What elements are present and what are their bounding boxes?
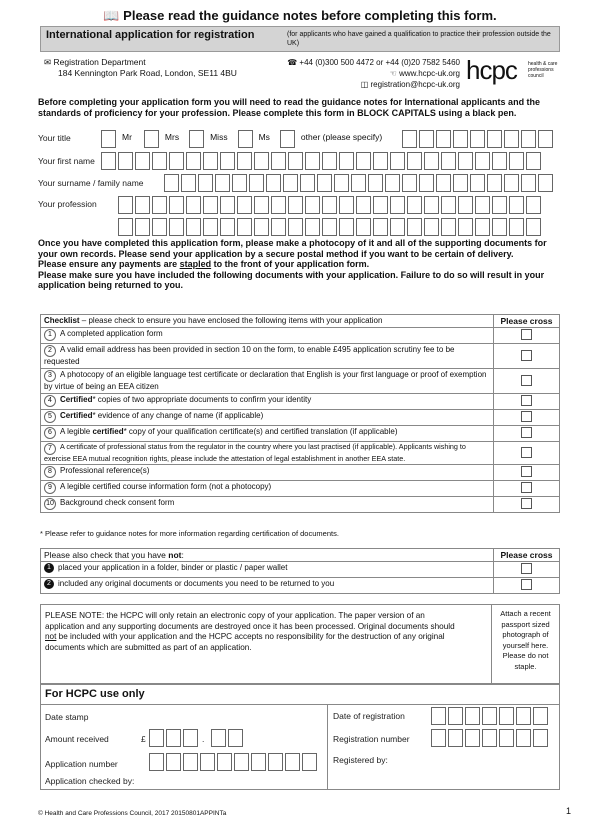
amount-label: Amount received xyxy=(45,734,109,744)
cross-checkbox[interactable] xyxy=(521,498,532,509)
photo-line: yourself here. xyxy=(502,640,549,650)
mail-icon: ✉ xyxy=(44,57,52,67)
title-miss: Miss xyxy=(210,132,228,142)
title-other: other (please specify) xyxy=(300,132,383,142)
letter-cell[interactable] xyxy=(458,152,473,170)
letter-cell[interactable] xyxy=(271,218,286,236)
letter-cell[interactable] xyxy=(237,196,252,214)
letter-cell[interactable] xyxy=(203,196,218,214)
letter-cell[interactable] xyxy=(288,152,303,170)
letter-cell[interactable] xyxy=(424,196,439,214)
photo-line: Attach a recent xyxy=(500,609,551,618)
instructions-p2: Please ensure any payments are stapled to the front of your application form. xyxy=(38,259,370,269)
letter-cell[interactable] xyxy=(458,196,473,214)
first-name-label: Your first name xyxy=(38,156,95,166)
title-mrs-box[interactable] xyxy=(144,130,159,148)
fax-icon: ◫ xyxy=(360,80,369,89)
checklist-row xyxy=(41,344,560,369)
letter-cell[interactable] xyxy=(101,152,116,170)
letter-cell[interactable] xyxy=(118,218,133,236)
letter-cell[interactable] xyxy=(220,152,235,170)
date-reg-label: Date of registration xyxy=(333,711,405,721)
letter-cell[interactable] xyxy=(135,218,150,236)
instructions-p3: Please make sure you have included the following documents with your application. Failure to do so will result in your application being returned to you. xyxy=(38,269,545,290)
title-ms-box[interactable] xyxy=(238,130,253,148)
title-other-box[interactable] xyxy=(280,130,295,148)
not-check-table xyxy=(40,548,560,594)
title-miss-box[interactable] xyxy=(189,130,204,148)
checked-by-label: Application checked by: xyxy=(45,776,135,786)
letter-cell[interactable] xyxy=(407,152,422,170)
letter-cell[interactable] xyxy=(186,196,201,214)
letter-cell[interactable] xyxy=(339,196,354,214)
letter-cell[interactable] xyxy=(339,152,354,170)
letter-cell[interactable] xyxy=(356,196,371,214)
checklist-item-text: 4 Certified* copies of two appropriate documents to confirm your identity xyxy=(41,394,494,410)
letter-cell[interactable] xyxy=(288,196,303,214)
cross-checkbox[interactable] xyxy=(521,563,532,574)
logo-tag3: council xyxy=(528,73,544,79)
letter-cell[interactable] xyxy=(203,218,218,236)
item-number: 1 xyxy=(44,563,54,573)
surname-label: Your surname / family name xyxy=(38,178,144,188)
letter-cell[interactable] xyxy=(385,174,400,192)
letter-cell[interactable] xyxy=(509,152,524,170)
letter-cell[interactable] xyxy=(118,196,133,214)
letter-cell[interactable] xyxy=(453,174,468,192)
letter-cell[interactable] xyxy=(436,174,451,192)
letter-cell[interactable] xyxy=(509,196,524,214)
checklist-item-text: 3 A photocopy of an eligible language test certificate or declaration that English is your first language or proof of exemption by virtue of being an EEA citizen xyxy=(41,369,494,394)
letter-cell[interactable] xyxy=(169,152,184,170)
letter-cell[interactable] xyxy=(441,152,456,170)
letter-cell[interactable] xyxy=(373,218,388,236)
letter-cell[interactable] xyxy=(458,218,473,236)
amount-pence-input[interactable] xyxy=(211,729,245,747)
checklist-item-text: 6 A legible certified* copy of your qualification certificate(s) and certified translation (if applicable) xyxy=(41,426,494,442)
book-icon: 📖 xyxy=(103,8,120,23)
letter-cell[interactable] xyxy=(152,218,167,236)
letter-cell[interactable] xyxy=(424,152,439,170)
checklist-row xyxy=(41,328,560,344)
footer-page-number: 1 xyxy=(566,806,572,816)
letter-cell[interactable] xyxy=(441,196,456,214)
reg-number-input[interactable] xyxy=(431,729,550,747)
title-mr: Mr xyxy=(122,132,132,142)
letter-cell[interactable] xyxy=(271,152,286,170)
date-reg-input[interactable] xyxy=(431,707,550,725)
letter-cell[interactable] xyxy=(220,218,235,236)
letter-cell[interactable] xyxy=(470,174,485,192)
note-box xyxy=(40,604,560,684)
checklist-footnote: * Please refer to guidance notes for more information regarding certification of documents. xyxy=(40,529,339,538)
title-mrs: Mrs xyxy=(164,132,180,142)
contact-email[interactable]: registration@hcpc-uk.org xyxy=(370,80,460,89)
profession-input-1[interactable] xyxy=(118,196,543,214)
header-bar xyxy=(40,26,560,52)
letter-cell[interactable] xyxy=(215,174,230,192)
letter-cell[interactable] xyxy=(186,218,201,236)
letter-cell[interactable] xyxy=(305,152,320,170)
checklist-row xyxy=(41,497,560,513)
letter-cell[interactable] xyxy=(322,152,337,170)
item-number: 1 xyxy=(44,329,56,341)
cross-checkbox[interactable] xyxy=(521,466,532,477)
top-title: Please read the guidance notes before completing this form. xyxy=(123,8,497,23)
letter-cell[interactable] xyxy=(373,152,388,170)
letter-cell[interactable] xyxy=(254,196,269,214)
not-check-row xyxy=(41,578,560,594)
cross-checkbox[interactable] xyxy=(521,329,532,340)
cross-checkbox[interactable] xyxy=(521,375,532,386)
logo-tag2: professions xyxy=(528,67,554,73)
intro-text: Before completing your application form you will need to read the guidance notes for International applicants and the standards of proficiency for your profession. Please complete this form in BLOCK CAPITALS using a black pen. xyxy=(38,97,541,118)
letter-cell[interactable] xyxy=(164,174,179,192)
letter-cell[interactable] xyxy=(203,152,218,170)
letter-cell[interactable] xyxy=(152,152,167,170)
title-ms: Ms xyxy=(258,132,270,142)
footer-copyright: © Health and Care Professions Council, 2017 20150801APPINTa xyxy=(38,810,227,817)
letter-cell[interactable] xyxy=(390,152,405,170)
letter-cell[interactable] xyxy=(526,218,541,236)
contact-web[interactable]: www.hcpc-uk.org xyxy=(399,69,460,78)
letter-cell[interactable] xyxy=(492,218,507,236)
item-number: 3 xyxy=(44,370,56,382)
cross-checkbox[interactable] xyxy=(521,427,532,438)
checklist-row xyxy=(41,481,560,497)
contact-phone: +44 (0)300 500 4472 or +44 (0)20 7582 5460 xyxy=(299,58,460,67)
mouse-icon: ☜ xyxy=(389,69,397,78)
letter-cell[interactable] xyxy=(254,152,269,170)
letter-cell[interactable] xyxy=(283,174,298,192)
letter-cell[interactable] xyxy=(526,196,541,214)
amount-decimal-point: . xyxy=(202,734,205,744)
date-stamp-label: Date stamp xyxy=(45,712,89,722)
letter-cell[interactable] xyxy=(538,174,553,192)
letter-cell[interactable] xyxy=(266,174,281,192)
letter-cell[interactable] xyxy=(356,152,371,170)
letter-cell[interactable] xyxy=(186,152,201,170)
letter-cell[interactable] xyxy=(368,174,383,192)
letter-cell[interactable] xyxy=(322,218,337,236)
office-box xyxy=(40,684,560,790)
title-label: Your title xyxy=(38,133,71,143)
header-title: International application for registration xyxy=(46,29,255,41)
logo-tag1: health & care xyxy=(528,61,558,67)
logo-text: hcpc xyxy=(466,55,517,85)
letter-cell[interactable] xyxy=(249,174,264,192)
address-line2: 184 Kennington Park Road, London, SE11 4BU xyxy=(58,68,237,78)
cross-checkbox[interactable] xyxy=(521,447,532,458)
checklist-row xyxy=(41,465,560,481)
letter-cell[interactable] xyxy=(305,196,320,214)
letter-cell[interactable] xyxy=(526,152,541,170)
letter-cell[interactable] xyxy=(419,174,434,192)
currency-symbol: £ xyxy=(141,734,146,744)
title-other-cells[interactable] xyxy=(402,130,555,148)
letter-cell[interactable] xyxy=(152,196,167,214)
letter-cell[interactable] xyxy=(169,218,184,236)
letter-cell[interactable] xyxy=(356,218,371,236)
letter-cell[interactable] xyxy=(118,152,133,170)
letter-cell[interactable] xyxy=(317,174,332,192)
letter-cell[interactable] xyxy=(322,196,337,214)
checklist-cross-label: Please cross xyxy=(494,315,560,328)
letter-cell[interactable] xyxy=(288,218,303,236)
letter-cell[interactable] xyxy=(300,174,315,192)
checklist-row xyxy=(41,369,560,394)
first-name-input[interactable] xyxy=(101,152,543,170)
letter-cell[interactable] xyxy=(305,218,320,236)
address-line1: ✉ Registration Department xyxy=(44,57,146,67)
photo-line: passport sized xyxy=(501,619,550,629)
office-title: For HCPC use only xyxy=(45,688,145,700)
item-number: 10 xyxy=(44,498,56,510)
app-number-label: Application number xyxy=(45,759,118,769)
instructions xyxy=(38,238,558,291)
checklist-table xyxy=(40,314,560,513)
letter-cell[interactable] xyxy=(509,218,524,236)
address-block xyxy=(44,57,237,79)
letter-cell[interactable] xyxy=(521,174,536,192)
item-number: 2 xyxy=(44,579,54,589)
letter-cell[interactable] xyxy=(390,218,405,236)
not-check-cross-label: Please cross xyxy=(494,549,560,562)
cross-checkbox[interactable] xyxy=(521,350,532,361)
reg-number-label: Registration number xyxy=(333,734,410,744)
checklist-row xyxy=(41,426,560,442)
checklist-row xyxy=(41,442,560,465)
profession-input-2[interactable] xyxy=(118,218,543,236)
instructions-p1: Once you have completed this application form, please make a photocopy of it and all of the supporting documents for your own records. Please send your application by a secure postal method if you want to be certain of delivery. xyxy=(38,238,547,259)
not-check-header: Please also check that you have not: xyxy=(41,549,494,562)
checklist-item-text: 10 Background check consent form xyxy=(41,497,494,513)
letter-cell[interactable] xyxy=(169,196,184,214)
letter-cell[interactable] xyxy=(232,174,247,192)
photo-line: photograph of xyxy=(502,630,549,639)
not-check-item-text: 2 included any original documents or documents you need to be returned to you xyxy=(41,578,494,594)
surname-input[interactable] xyxy=(164,174,555,192)
checklist-item-text: 7 A certificate of professional status from the regulator in the country where you last practised (if applicable). Applicants wishing to exercise EEA mutual recognition rights, please include the attestation of legal establishment in another EEA state. xyxy=(41,442,494,465)
letter-cell[interactable] xyxy=(504,174,519,192)
item-number: 8 xyxy=(44,466,56,478)
letter-cell[interactable] xyxy=(339,218,354,236)
profession-label: Your profession xyxy=(38,199,97,209)
letter-cell[interactable] xyxy=(475,196,490,214)
app-number-input[interactable] xyxy=(149,753,319,771)
checklist-item-text: 5 Certified* evidence of any change of name (if applicable) xyxy=(41,410,494,426)
letter-cell[interactable] xyxy=(135,152,150,170)
not-check-row xyxy=(41,562,560,578)
checklist-item-text: 9 A legible certified course information form (not a photocopy) xyxy=(41,481,494,497)
title-options xyxy=(101,130,382,148)
letter-cell[interactable] xyxy=(492,196,507,214)
header-subtitle: (for applicants who have gained a qualification to practice their profession outside the UK) xyxy=(287,31,551,47)
letter-cell[interactable] xyxy=(402,174,417,192)
letter-cell[interactable] xyxy=(334,174,349,192)
item-number: 4 xyxy=(44,395,56,407)
letter-cell[interactable] xyxy=(237,218,252,236)
phone-icon: ☎ xyxy=(287,58,298,67)
title-mr-box[interactable] xyxy=(101,130,116,148)
letter-cell[interactable] xyxy=(373,196,388,214)
cross-checkbox[interactable] xyxy=(521,482,532,493)
item-number: 7 xyxy=(44,443,56,455)
letter-cell[interactable] xyxy=(254,218,269,236)
cross-checkbox[interactable] xyxy=(521,395,532,406)
photo-box[interactable] xyxy=(491,605,559,683)
item-number: 2 xyxy=(44,345,56,357)
item-number: 9 xyxy=(44,482,56,494)
letter-cell[interactable] xyxy=(492,152,507,170)
letter-cell[interactable] xyxy=(487,174,502,192)
checklist-item-text: 1 A completed application form xyxy=(41,328,494,344)
letter-cell[interactable] xyxy=(237,152,252,170)
letter-cell[interactable] xyxy=(475,218,490,236)
top-title-row xyxy=(0,8,600,24)
checklist-item-text: 8 Professional reference(s) xyxy=(41,465,494,481)
letter-cell[interactable] xyxy=(475,152,490,170)
letter-cell[interactable] xyxy=(220,196,235,214)
checklist-row xyxy=(41,410,560,426)
letter-cell[interactable] xyxy=(390,196,405,214)
registered-by-label: Registered by: xyxy=(333,755,388,765)
letter-cell[interactable] xyxy=(441,218,456,236)
letter-cell[interactable] xyxy=(407,218,422,236)
cross-checkbox[interactable] xyxy=(521,579,532,590)
letter-cell[interactable] xyxy=(407,196,422,214)
cross-checkbox[interactable] xyxy=(521,411,532,422)
letter-cell[interactable] xyxy=(351,174,366,192)
hcpc-logo xyxy=(466,55,558,86)
note-text: PLEASE NOTE: the HCPC will only retain an electronic copy of your application. The paper version of an application and any supporting documents are destroyed once it has been processed. Original documents should not be included with your application and the HCPC accepts no responsibility for the destruction of any original documents which are submitted as part of an application. xyxy=(45,611,455,652)
photo-line: Please do not xyxy=(502,651,549,660)
photo-line: staple. xyxy=(514,661,537,671)
letter-cell[interactable] xyxy=(181,174,196,192)
letter-cell[interactable] xyxy=(135,196,150,214)
letter-cell[interactable] xyxy=(424,218,439,236)
checklist-row xyxy=(41,394,560,410)
checklist-header: Checklist – please check to ensure you have enclosed the following items with your application xyxy=(41,315,494,328)
item-number: 5 xyxy=(44,411,56,423)
checklist-item-text: 2 A valid email address has been provided in section 10 on the form, to enable £495 application scrutiny fee to be requested xyxy=(41,344,494,369)
contact-block xyxy=(270,57,460,90)
item-number: 6 xyxy=(44,427,56,439)
letter-cell[interactable] xyxy=(198,174,213,192)
letter-cell[interactable] xyxy=(271,196,286,214)
not-check-item-text: 1 placed your application in a folder, binder or plastic / paper wallet xyxy=(41,562,494,578)
amount-pounds-input[interactable] xyxy=(149,729,200,747)
